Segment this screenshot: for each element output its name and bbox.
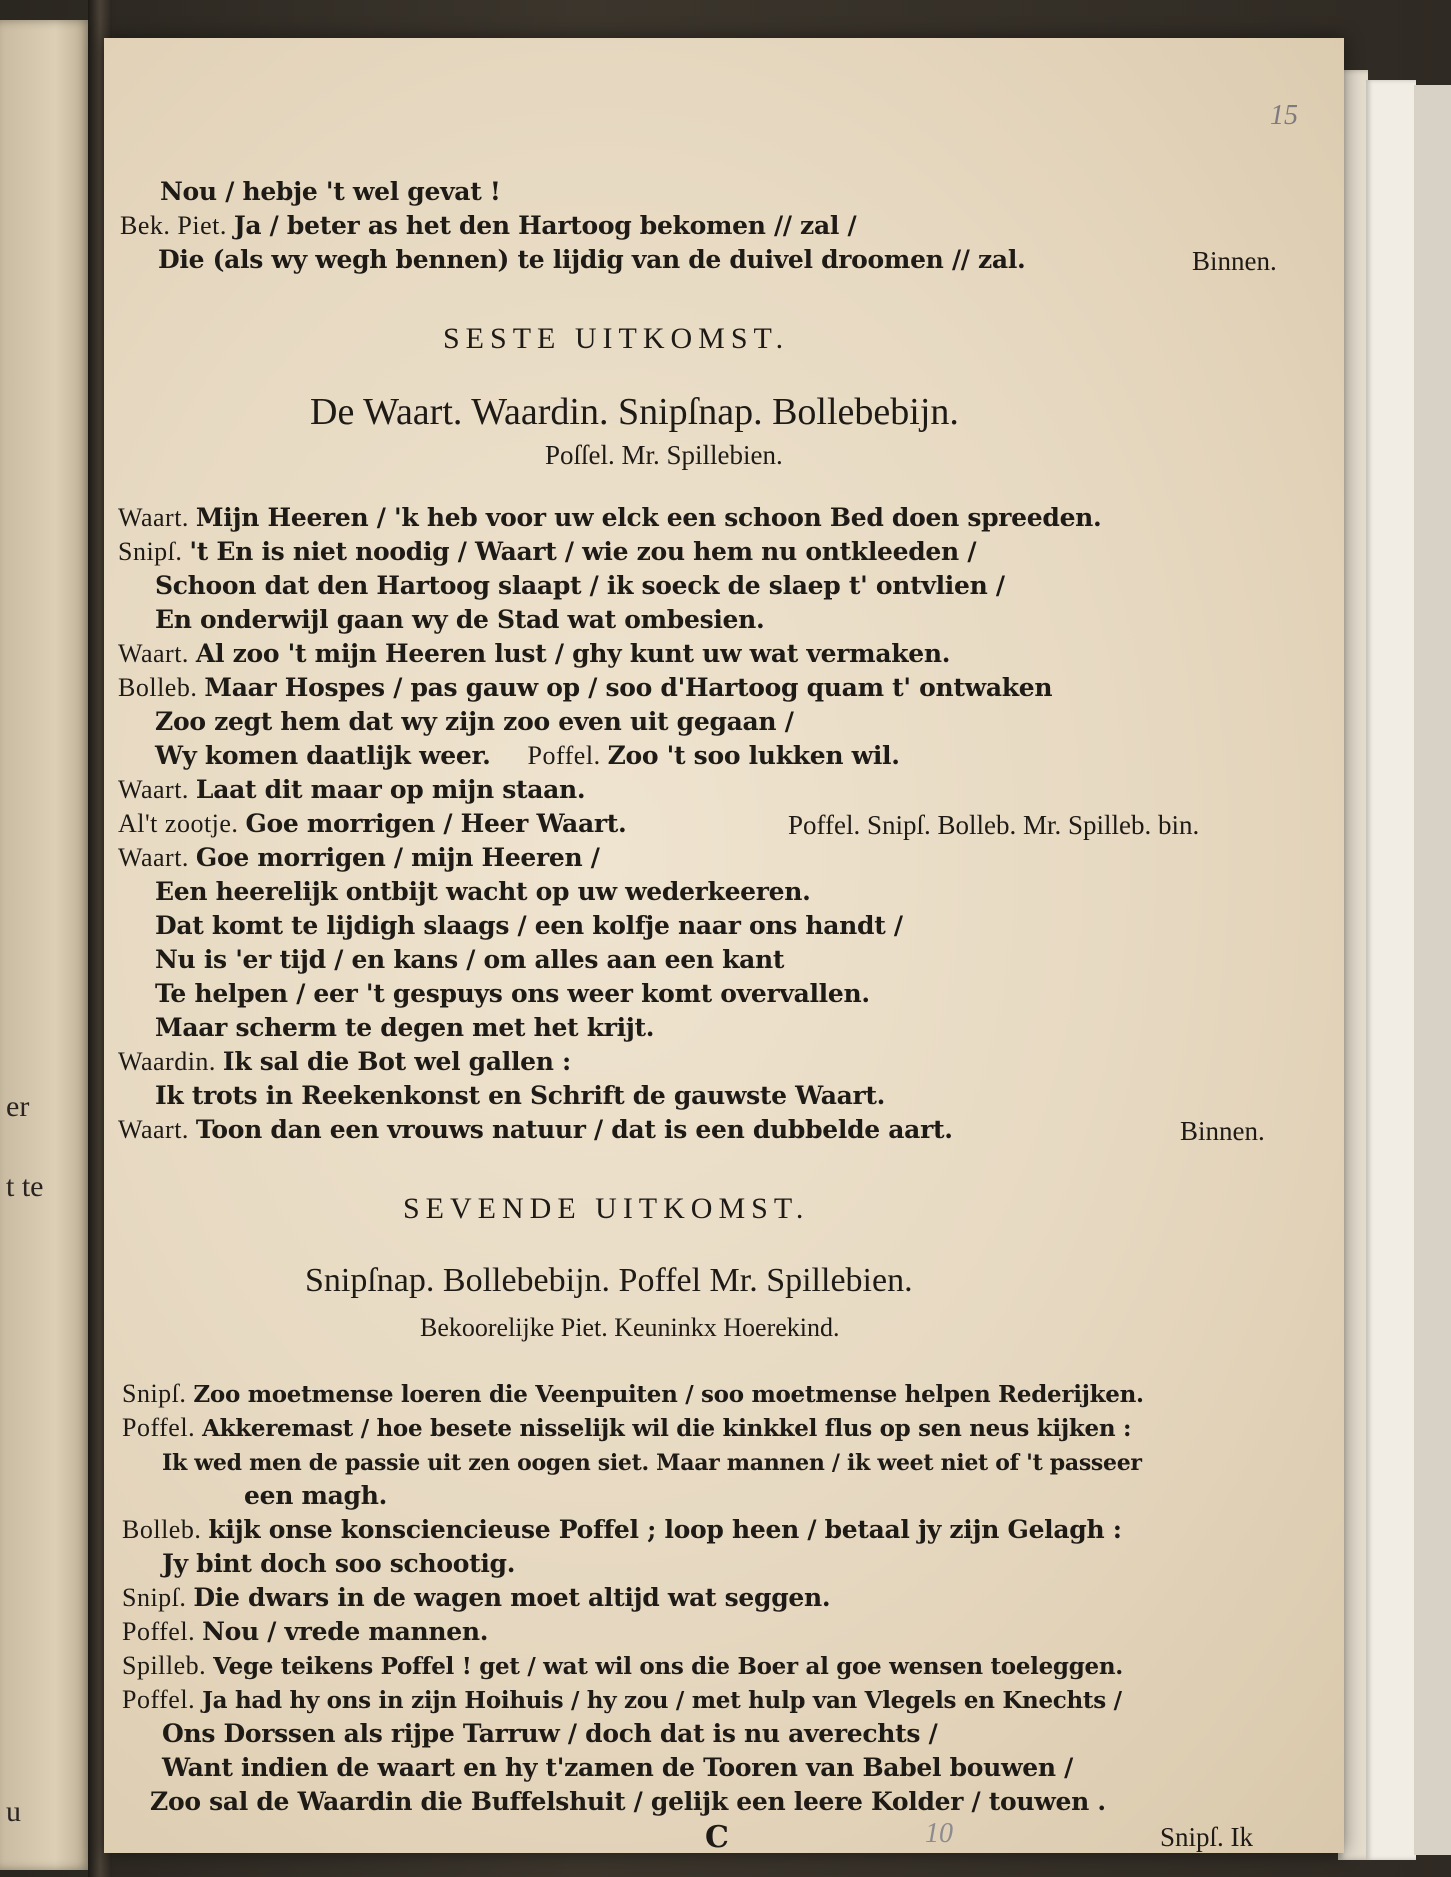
verse-text: Ik sal die Bot wel gallen :	[222, 1047, 571, 1076]
verse-line	[155, 946, 784, 974]
speaker: Poffel.	[122, 1617, 196, 1646]
verse-line	[150, 1788, 1106, 1816]
speaker: Spilleb.	[122, 1651, 207, 1680]
verse-line	[155, 606, 764, 634]
speaker: Waart.	[118, 639, 189, 668]
verse-text: Zoo moetmense loeren die Veenpuiten / soo moetmense helpen Rederijken.	[193, 1381, 1144, 1408]
cast-list: Bekoorelijke Piet. Keuninkx Hoerekind.	[420, 1313, 840, 1342]
facing-page-fragment: er	[6, 1090, 30, 1123]
scene-heading: SEVENDE UITKOMST.	[403, 1192, 810, 1225]
cast-list: De Waart. Waardin. Snipſnap. Bollebebijn.	[310, 391, 959, 433]
speaker: Al't zootje.	[118, 809, 239, 838]
verse-line	[155, 980, 870, 1008]
verse-line	[118, 810, 626, 838]
verse-line	[118, 538, 976, 566]
verse-text: Want indien de waart en hy t'zamen de Tooren van Babel bouwen /	[162, 1753, 1073, 1782]
verse-line	[118, 844, 600, 872]
verse-text: Te helpen / eer 't gespuys ons weer komt overvallen.	[155, 979, 870, 1008]
facing-page-fragment: t te	[6, 1170, 44, 1203]
verse-line	[162, 1550, 515, 1578]
handwritten-page-number: 15	[1270, 100, 1298, 131]
verse-line	[155, 708, 794, 736]
verse-text: Ja had hy ons in zijn Hoihuis / hy zou / met hulp van Vlegels en Knechts /	[202, 1687, 1122, 1714]
scene-heading: SESTE UITKOMST.	[443, 322, 790, 355]
speaker: Waart.	[118, 843, 189, 872]
verse-line	[118, 1048, 571, 1076]
verse-text: Wy komen daatlijk weer.	[155, 741, 491, 770]
verse-line	[118, 640, 950, 668]
verse-line	[118, 674, 1052, 702]
verse-text: Toon dan een vrouws natuur / dat is een dubbelde aart.	[195, 1115, 953, 1144]
speaker: Waart.	[118, 503, 189, 532]
handwritten-note: 10	[925, 1818, 953, 1849]
speaker: Waardin.	[118, 1047, 216, 1076]
verse-line	[118, 504, 1101, 532]
verse-text: een magh.	[244, 1481, 388, 1510]
verse-line	[122, 1584, 830, 1612]
verse-line	[162, 1448, 1142, 1476]
verse-line	[155, 1014, 654, 1042]
verse-text: Maar Hospes / pas gauw op / soo d'Hartoog quam t' ontwaken	[204, 673, 1053, 702]
verse-text: Schoon dat den Hartoog slaapt / ik soeck de slaep t' ontvlien /	[155, 571, 1005, 600]
speaker: Waart.	[118, 775, 189, 804]
verse-line	[118, 1116, 953, 1144]
speaker: Bolleb.	[118, 673, 198, 702]
speaker: Bek. Piet.	[120, 211, 227, 240]
verse-text: 't En is niet noodig / Waart / wie zou hem nu ontkleeden /	[189, 537, 977, 566]
verse-text: Jy bint doch soo schootig.	[162, 1549, 516, 1578]
facing-page	[0, 20, 92, 1870]
verse-line	[122, 1686, 1122, 1714]
speaker: Bolleb.	[122, 1515, 202, 1544]
verse-line	[162, 1720, 937, 1748]
verse-line	[155, 572, 1005, 600]
verse-text: Die dwars in de wagen moet altijd wat seggen.	[193, 1583, 831, 1612]
speaker: Snipſ.	[118, 537, 183, 566]
verse-text: En onderwijl gaan wy de Stad wat ombesien.	[155, 605, 765, 634]
verse-text: Nou / vrede mannen.	[202, 1617, 489, 1646]
verse-text: Mijn Heeren / 'k heb voor uw elck een schoon Bed doen spreeden.	[195, 503, 1102, 532]
verse-text: Zoo sal de Waardin die Buffelshuit / gelijk een leere Kolder / touwen .	[150, 1787, 1106, 1816]
verse-line	[122, 1380, 1144, 1408]
verse-text: Ik trots in Reekenkonst en Schrift de gauwste Waart.	[155, 1081, 886, 1110]
verse-text: Die (als wy wegh bennen) te lijdig van de duivel droomen // zal.	[158, 245, 1026, 274]
verse-text: Nou / hebje 't wel gevat !	[160, 177, 501, 206]
exit-note: Binnen.	[1192, 246, 1277, 276]
verse-text: Zoo 't soo lukken wil.	[607, 741, 900, 770]
verse-line	[160, 178, 501, 206]
verse-text: Zoo zegt hem dat wy zijn zoo even uit gegaan /	[155, 707, 794, 736]
speaker: Waart.	[118, 1115, 189, 1144]
catchword: Snipſ. Ik	[1160, 1822, 1254, 1852]
verse-text: Een heerelijk ontbijt wacht op uw wederkeeren.	[155, 877, 811, 906]
verse-text: kijk onse konsciencieuse Poffel ; loop heen / betaal jy zijn Gelagh :	[208, 1515, 1122, 1544]
verse-line	[122, 1516, 1122, 1544]
speaker: Poffel.	[122, 1685, 196, 1714]
speaker: Snipſ.	[122, 1583, 187, 1612]
verse-line	[155, 878, 811, 906]
verse-text: Nu is 'er tijd / en kans / om alles aan een kant	[155, 945, 785, 974]
verse-line	[162, 1754, 1073, 1782]
speaker: Poffel.	[122, 1413, 196, 1442]
signature-mark: C	[705, 1820, 729, 1855]
speaker: Poffel.	[527, 741, 601, 770]
verse-line	[120, 212, 856, 240]
verse-line	[118, 776, 585, 804]
verse-text: Ons Dorssen als rijpe Tarruw / doch dat is nu averechts /	[162, 1719, 938, 1748]
verse-line	[155, 742, 900, 770]
cast-list: Snipſnap. Bollebebijn. Poffel Mr. Spillebien.	[305, 1262, 913, 1299]
verse-line	[155, 912, 903, 940]
verse-text: Akkeremast / hoe besete nisselijk wil die kinkkel flus op sen neus kijken :	[202, 1415, 1132, 1442]
verse-text: Vege teikens Poffel ! get / wat wil ons die Boer al goe wensen toeleggen.	[213, 1653, 1123, 1680]
facing-page-fragment: u	[6, 1795, 21, 1828]
verse-line	[244, 1482, 387, 1510]
verse-text: Maar scherm te degen met het krijt.	[155, 1013, 655, 1042]
verse-text: Ik wed men de passie uit zen oogen siet. Maar mannen / ik weet niet of 't passeer	[162, 1450, 1142, 1476]
page-edge	[1366, 80, 1416, 1860]
verse-line	[158, 246, 1025, 274]
verse-line	[122, 1414, 1131, 1442]
verse-text: Goe morrigen / Heer Waart.	[245, 809, 627, 838]
cast-list: Poſſel. Mr. Spillebien.	[545, 440, 783, 470]
verse-text: Dat komt te lijdigh slaags / een kolfje naar ons handt /	[155, 911, 903, 940]
verse-line	[155, 1082, 885, 1110]
verse-text: Laat dit maar op mijn staan.	[195, 775, 586, 804]
verse-line	[122, 1618, 488, 1646]
page-edge	[1414, 85, 1451, 1855]
speaker: Snipſ.	[122, 1379, 187, 1408]
exit-note: Binnen.	[1180, 1116, 1265, 1146]
verse-text: Al zoo 't mijn Heeren lust / ghy kunt uw wat vermaken.	[195, 639, 951, 668]
verse-text: Goe morrigen / mijn Heeren /	[195, 843, 600, 872]
exit-note: Poffel. Snipſ. Bolleb. Mr. Spilleb. bin.	[788, 810, 1200, 840]
verse-line	[122, 1652, 1123, 1680]
verse-text: Ja / beter as het den Hartoog bekomen // zal /	[233, 211, 857, 240]
